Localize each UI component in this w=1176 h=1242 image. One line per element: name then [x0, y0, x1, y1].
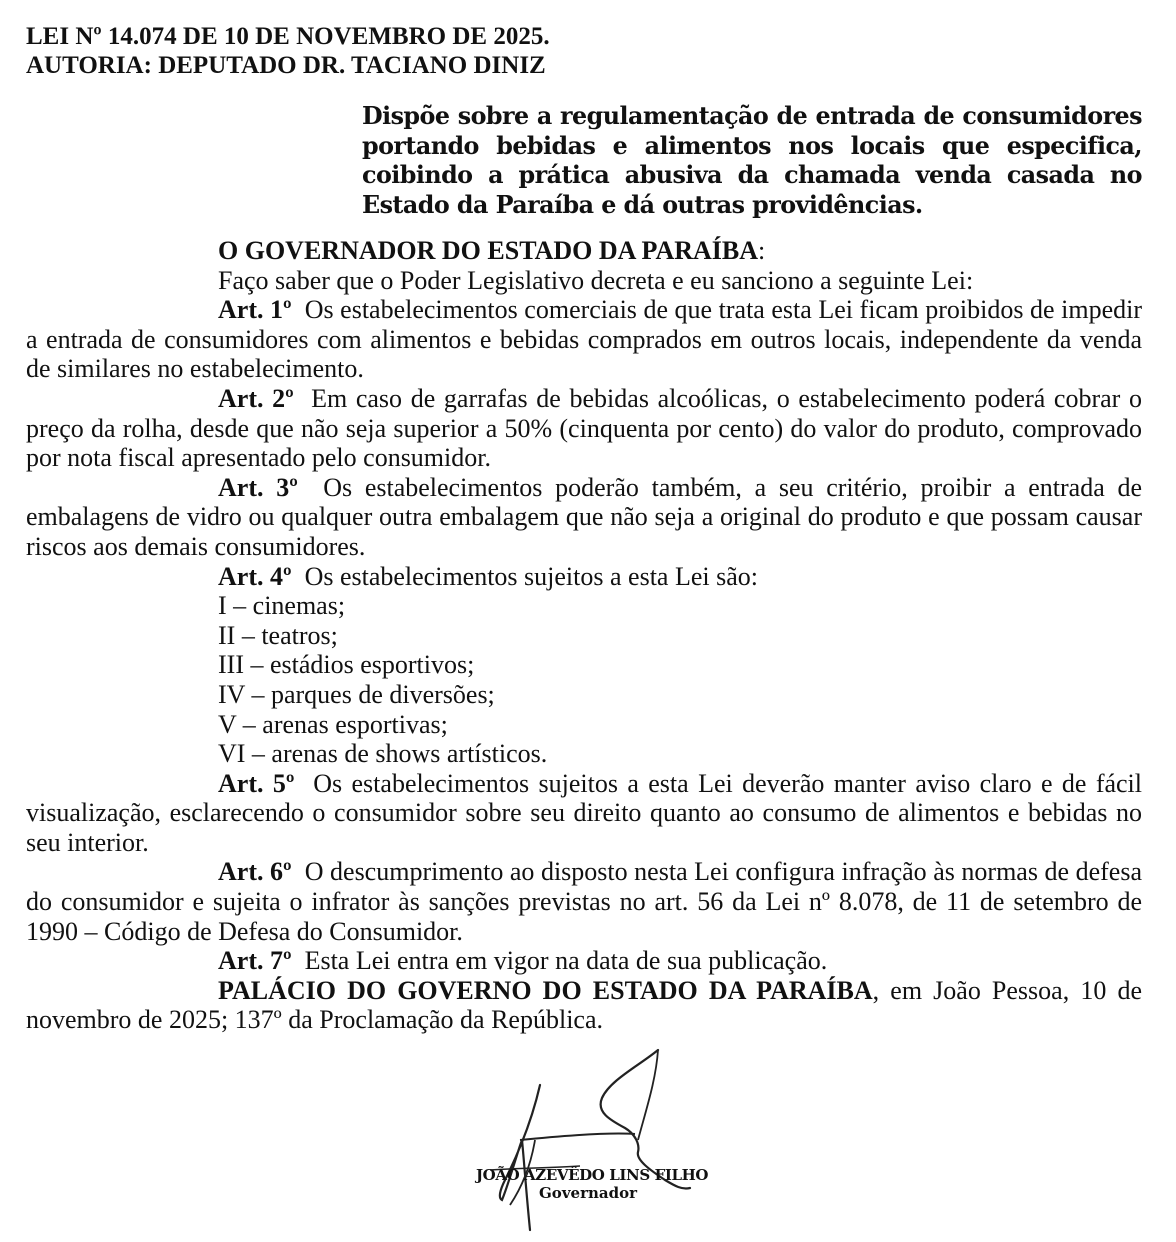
article-text: Os estabelecimentos comerciais de que trata esta Lei ficam proibidos de impedir a entrada de consumidores com alimentos e bebidas comprados em outros locais, independente da venda de similares no estabelecimento. [26, 295, 1143, 384]
article-4-item: III – estádios esportivos; [218, 650, 475, 680]
article-text: O descumprimento ao disposto nesta Lei configura infração às normas de defesa do consumidor e sujeita o infrator às sanções previstas no art. 56 da Lei nº 8.078, de 11 de setembro de 1990 – Código de Defesa do Consumidor. [26, 857, 1142, 946]
article-1 [26, 295, 1142, 384]
enactment-clause: Faço saber que o Poder Legislativo decreta e eu sanciono a seguinte Lei: [218, 265, 974, 295]
article-label: Art. 7º [218, 946, 292, 976]
article-text: Em caso de garrafas de bebidas alcoólicas, o estabelecimento poderá cobrar o preço da rolha, desde que não seja superior a 50% (cinquenta por cento) do valor do produto, comprovado por nota fiscal apresentado pelo consumidor. [26, 383, 1142, 473]
law-document [26, 22, 1142, 1035]
article-text: Os estabelecimentos poderão também, a seu critério, proibir a entrada de embalagens de vidro ou qualquer outra embalagem que não seja a original do produto e que possam causar riscos aos demais consumidores. [26, 472, 1142, 561]
article-label: Art. 1º [218, 295, 292, 325]
article-4-item: IV – parques de diversões; [218, 679, 495, 709]
article-label: Art. 2º [218, 383, 294, 413]
closing-paragraph [26, 976, 1142, 1035]
signatory-name: JOÃO AZEVÊDO LINS FILHO [475, 1166, 709, 1184]
article-label: Art. 5º [218, 768, 295, 798]
article-label: Art. 6º [218, 857, 292, 887]
closing-text: , em João Pessoa, 10 de novembro de 2025; 137º da Proclamação da República. [26, 975, 1142, 1035]
signatory-role: Governador [539, 1184, 637, 1202]
article-2 [26, 384, 1142, 473]
article-text: Os estabelecimentos sujeitos a esta Lei deverão manter aviso claro e de fácil visualização, esclarecendo o consumidor sobre seu direito quanto ao consumo de alimentos e bebidas no seu interior. [26, 768, 1143, 857]
article-text: Os estabelecimentos sujeitos a esta Lei são: [304, 561, 758, 591]
article-4-item: II – teatros; [218, 620, 338, 650]
article-text: Esta Lei entra em vigor na data de sua publicação. [304, 946, 828, 976]
law-body [26, 236, 1142, 1035]
article-5 [26, 769, 1142, 858]
article-7 [26, 946, 1142, 976]
palace-heading: PALÁCIO DO GOVERNO DO ESTADO DA PARAÍBA [218, 975, 873, 1005]
signature-block [0, 1166, 1176, 1202]
article-6 [26, 857, 1142, 946]
handwritten-signature [460, 1040, 720, 1240]
article-4-item: V – arenas esportivas; [218, 709, 448, 739]
law-authorship: AUTORIA: DEPUTADO DR. TACIANO DINIZ [26, 52, 546, 79]
article-3 [26, 473, 1142, 562]
article-label: Art. 4º [218, 561, 292, 591]
law-summary: Dispõe sobre a regulamentação de entrada de consumidores portando bebidas e alimentos nos locais que especifica, coibindo a prática abusiva da chamada venda casada no Estado da Paraíba e dá outras providências. [362, 102, 1142, 219]
governor-heading: O GOVERNADOR DO ESTADO DA PARAÍBA [218, 236, 759, 265]
law-header [26, 22, 1142, 80]
article-label: Art. 3º [218, 472, 298, 502]
governor-colon: : [758, 236, 766, 265]
article-4-item: I – cinemas; [218, 591, 346, 621]
article-4-item: VI – arenas de shows artísticos. [218, 739, 548, 769]
article-4 [26, 562, 1142, 592]
governor-heading-line [26, 236, 1142, 266]
law-number: LEI Nº 14.074 DE 10 DE NOVEMBRO DE 2025. [26, 23, 550, 50]
